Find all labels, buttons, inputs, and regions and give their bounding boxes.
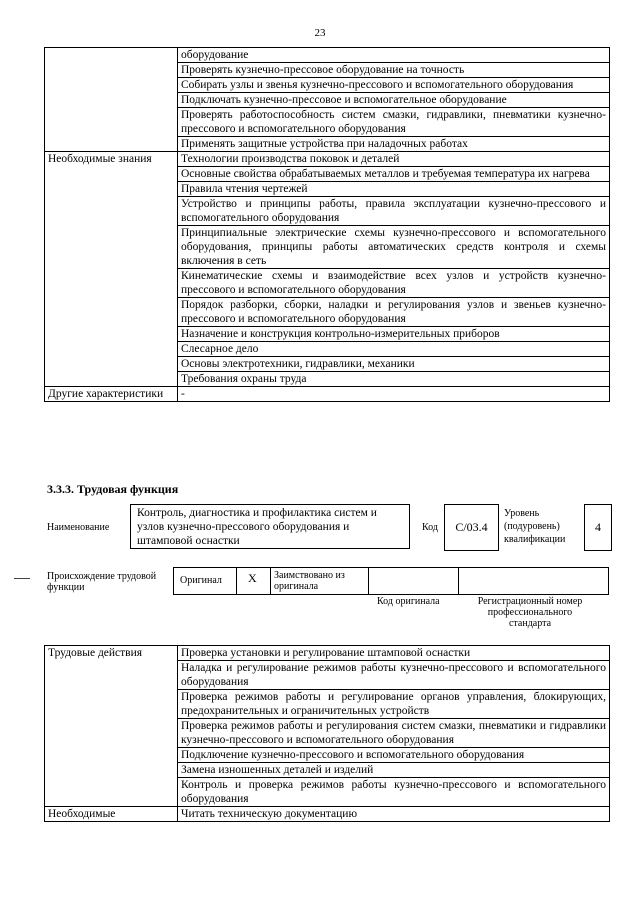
row-text: Подключение кузнечно-прессового и вспомогательного оборудования [178, 748, 610, 763]
original-cell [174, 568, 237, 594]
row-label [45, 48, 178, 152]
row-text: Проверять кузнечно-прессовое оборудование на точность [178, 63, 610, 78]
row-text: Читать техническую документацию [178, 807, 610, 822]
original-code-label: Код оригинала [377, 596, 440, 607]
function-name-box: Контроль, диагностика и профилактика систем и узлов кузнечно-прессового оборудования и штамповой оснастки [130, 504, 410, 549]
row-text: Контроль и проверка режимов работы кузнечно-прессового и вспомогательного оборудования [178, 778, 610, 807]
original-label: Оригинал [180, 575, 222, 586]
row-text: - [178, 387, 610, 402]
origin-row [173, 567, 609, 595]
row-label: Необходимые знания [45, 152, 178, 387]
row-label: Другие характеристики [45, 387, 178, 402]
row-text: Проверять работоспособность систем смазки, гидравлики, пневматики кузнечно-прессового и вспомогательного оборудования [178, 108, 610, 137]
name-label: Наименование [47, 522, 110, 533]
row-text: Основные свойства обрабатываемых металлов и требуемая температура их нагрева [178, 167, 610, 182]
level-label: Уровень (подуровень) квалификации [504, 508, 566, 545]
qualification-level: 4 [584, 504, 612, 551]
borrowed-label: Заимствовано из оригинала [274, 570, 345, 592]
row-text: Принципиальные электрические схемы кузнечно-прессового и вспомогательного оборудования, принципы работы автоматических средств контроля и схемы включения в сеть [178, 226, 610, 269]
row-text: Назначение и конструкция контрольно-измерительных приборов [178, 327, 610, 342]
original-code-cell [368, 568, 459, 594]
table-row [45, 646, 610, 661]
original-mark-cell [236, 568, 271, 594]
row-label: Необходимые [45, 807, 178, 822]
row-label: Трудовые действия [45, 646, 178, 807]
row-text: Проверка режимов работы и регулирования систем смазки, пневматики и гидравлики кузнечно-прессового и вспомогательного оборудования [178, 719, 610, 748]
row-text: Слесарное дело [178, 342, 610, 357]
row-text: Кинематические схемы и взаимодействие всех узлов и устройств кузнечно-прессового и вспомогательного оборудования [178, 269, 610, 298]
borrowed-cell [270, 568, 369, 594]
original-mark: X [248, 571, 257, 585]
function-code: C/03.4 [444, 504, 499, 551]
row-text: Правила чтения чертежей [178, 182, 610, 197]
page-number: 23 [314, 27, 326, 39]
row-text: Собирать узлы и звенья кузнечно-прессового и вспомогательного оборудования [178, 78, 610, 93]
skills-knowledge-table [44, 47, 610, 402]
section-title: 3.3.3. Трудовая функция [47, 482, 179, 496]
row-text: Применять защитные устройства при наладочных работах [178, 137, 610, 152]
row-text: Порядок разборки, сборки, наладки и регулирования узлов и звеньев кузнечно-прессового и вспомогательного оборудования [178, 298, 610, 327]
code-label: Код [422, 522, 438, 533]
row-text: Наладка и регулирование режимов работы кузнечно-прессового и вспомогательного оборудования [178, 661, 610, 690]
labor-actions-table [44, 645, 610, 822]
margin-mark [14, 578, 30, 579]
reg-number-cell [458, 568, 607, 594]
row-text: Устройство и принципы работы, правила эксплуатации кузнечно-прессового и вспомогательного оборудования [178, 197, 610, 226]
row-text: Технологии производства поковок и деталей [178, 152, 610, 167]
row-text: Замена изношенных деталей и изделий [178, 763, 610, 778]
origin-label: Происхождение трудовой функции [47, 571, 157, 593]
row-text: Основы электротехники, гидравлики, механики [178, 357, 610, 372]
table-row [45, 48, 610, 63]
reg-number-label: Регистрационный номер профессионального стандарта [477, 596, 583, 629]
row-text: Проверка режимов работы и регулирование органов управления, блокирующих, предохранительных и ограничительных устройств [178, 690, 610, 719]
row-text: Требования охраны труда [178, 372, 610, 387]
table-row [45, 807, 610, 822]
row-text: оборудование [178, 48, 610, 63]
row-text: Проверка установки и регулирование штамповой оснастки [178, 646, 610, 661]
table-row [45, 387, 610, 402]
row-text: Подключать кузнечно-прессовое и вспомогательное оборудование [178, 93, 610, 108]
table-row [45, 152, 610, 167]
